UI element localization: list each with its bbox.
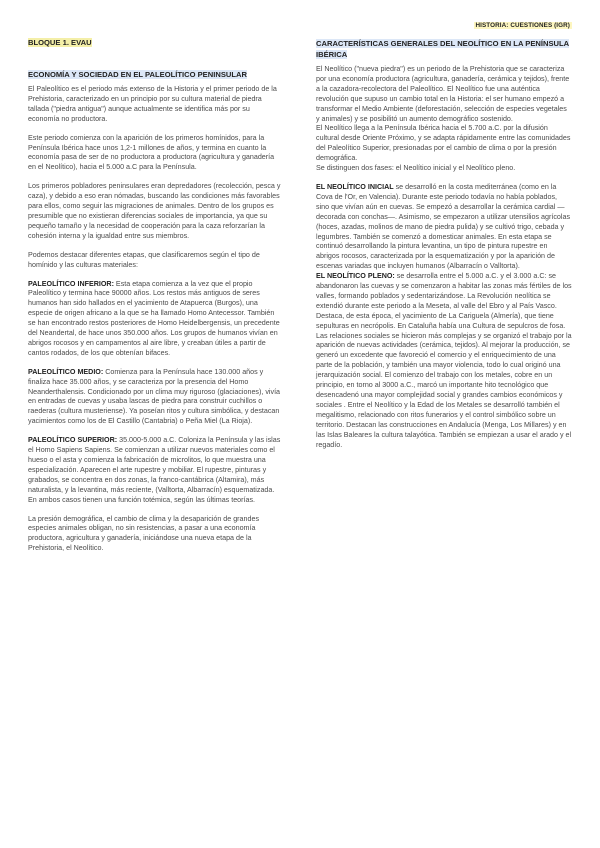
neolitico-section-title: CARACTERÍSTICAS GENERALES DEL NEOLÍTICO EN LA PENÍNSULA IBÉRICA xyxy=(316,39,570,59)
paleolitico-conclusion-paragraph: La presión demográfica, el cambio de clima y la desaparición de grandes especies animales obligan, no sin resistencias, a pasar a una economía productora, agricultura y ganadería, iniciándose una nueva etapa de la Prehistoria, el Neolítico. xyxy=(28,514,260,553)
neolitico-arrival-paragraph: El Neolítico llega a la Península Ibérica hacia el 5.700 a.C. por la difusión cultural desde Oriente Próximo, y se adapta rápidamente entre las comunidades del Paleolítico Superior, presionadas por el cambio de clima o por la presión demográfica. xyxy=(316,124,571,163)
neolitico-inicial-paragraph: EL NEOLÍTICO INICIAL se desarrolló en la costa mediterránea (como en la Cova de l'Or, en Valencia). Durante este periodo todavía no había poblados, sino que vivían aún en cuevas. Se empezó a desarrollar la cerámica cardial —decorada con conchas—. Asimismo, se empezaron a utilizar utensilios agrícolas (hoces, azadas, molinos de mano de piedra pulida) y se cultivó trigo, cebada y legumbres. También se comenzó a domesticar animales. En esta etapa se continuó desarrollando la pintura levantina, un tipo de pintura rupestre en abrigos rocosos, caracterizada por la esquematización y por la aparición de escenas variadas que incluyen humanos (Albarracín o Valltorta). xyxy=(316,182,571,271)
paleolitico-inferior-paragraph: PALEOLÍTICO INFERIOR: Esta etapa comienza a la vez que el propio Paleolítico y termina hace 90000 años. Los restos más antiguos de seres humanos han sido hallados en el yacimiento de Atapuerca (Burgos), una especie de origen africano a la que se ha llamado Homo Antecessor. También se han encontrado restos posteriores de Homo Heidelbergensis, un precedente del Neandertal, de hace unos 350.000 años. Los grupos de humanos vivían en abrigos rocosos y en campamentos al aire libre, y creaban útiles a partir de cantos rodados, de los que obtenían bifaces. xyxy=(28,279,280,357)
paleolitico-superior-label: PALEOLÍTICO SUPERIOR: xyxy=(28,436,118,445)
paleolitico-stages-intro: Podemos destacar diferentes etapas, que clasificaremos según el tipo de homínido y las culturas materiales: xyxy=(28,250,260,269)
paleolitico-intro-paragraph: El Paleolítico es el periodo más extenso de la Historia y el primer periodo de la Prehistoria, caracterizado en un principio por su cultura material de piedra tallada ("piedra antigua") aunque actualmente se identifica más por su economía no productora. xyxy=(28,85,277,123)
paleolitico-medio-label: PALEOLÍTICO MEDIO: xyxy=(28,367,104,376)
neolitico-intro-paragraph: El Neolítico ("nueva piedra") es un periodo de la Prehistoria que se caracteriza por una economía productora (agricultura, ganadería, cerámica y tejidos), frente a la cazadora-recolectora del Paleolítico. El Neolítico fue una auténtica revolución que supuso un cambio total en la Historia: el ser humano empezó a transformar el Medio Ambiente (deforestación, selección de especies vegetales y animales) y se posibilitó un aumento demográfico sostenido. xyxy=(316,65,570,123)
paleolitico-chronology-paragraph: Este periodo comienza con la aparición de los primeros homínidos, para la Península Ibérica hace unos 1,2-1 millones de años, y termina en cuanto la economía pasa de ser de no productora a productora (agricultura y ganadería en el Neolítico), hacia el 5.000 a.C para la Península. xyxy=(28,133,275,172)
neolitico-pleno-label: EL NEOLÍTICO PLENO: xyxy=(316,272,395,281)
paleolitico-medio-paragraph: PALEOLÍTICO MEDIO: Comienza para la Península hace 130.000 años y finaliza hace 35.000 años, y se caracteriza por la presencia del Homo Neanderthalensis. Condicionado por un clima muy riguroso (glaciaciones), vivía en entradas de cuevas y usaba lascas de piedra para construir cuchillos o raederas (cultura musteriense). Ya poseían ritos y cultura simbólica, y destacan yacimientos como los de El Castillo (Cantabria) o Peña Miel (La Rioja). xyxy=(28,367,281,426)
paleolitico-superior-paragraph: PALEOLÍTICO SUPERIOR: 35.000-5.000 a.C. Coloniza la Península y las islas el Homo Sapiens Sapiens. Se comienzan a utilizar nuevos materiales como el hueso o el asta y comienza la fabricación de microlitos, lo que muestra una especialización. Aparecen el arte rupestre y mobiliar. El rupestre, pinturas y grabados, se concentra en dos zonas, la franco-cantábrica (Altamira), más naturalista, y la levantina, más reciente, (Valltorta, Albarracín) esquematizada. En ambos casos tienen una función totémica, según las últimas teorías. xyxy=(28,436,281,504)
paleolitico-society-paragraph: Los primeros pobladores peninsulares eran depredadores (recolección, pesca y caza), y debido a eso eran nómadas, buscando las condiciones más favorables para ellos, como seguir las migraciones de animales. Dentro de los grupos es presumible que no existieran diferencias sociales de importancia, ya que su pequeño tamaño y la necesidad de cooperación para la caza reforzarían la cohesión interna y la igualdad entre sus miembros. xyxy=(28,182,281,240)
neolitico-phases-paragraph: Se distinguen dos fases: el Neolítico inicial y el Neolítico pleno. xyxy=(316,164,516,173)
left-column xyxy=(28,38,282,563)
paleolitico-inferior-label: PALEOLÍTICO INFERIOR: xyxy=(28,279,114,288)
right-column xyxy=(316,38,572,459)
paleolitico-section-title: ECONOMÍA Y SOCIEDAD EN EL PALEOLÍTICO PENINSULAR xyxy=(28,70,247,79)
document-header-label: HISTORIA: CUESTIONES (IGR) xyxy=(475,22,570,29)
bloque-heading: BLOQUE 1. EVAU xyxy=(28,38,92,47)
neolitico-pleno-paragraph: EL NEOLÍTICO PLENO: se desarrolla entre el 5.000 a.C. y el 3.000 a.C: se abandonaron las cuevas y se comenzaron a habitar las zonas más fértiles de los valles, formando poblados y sedentarizándose. La Revolución neolítica se extendió durante este periodo a la Meseta, al valle del Ebro y al País Vasco. Destaca, de esta época, el yacimiento de La Cariguela (Almería), que tiene sepulturas en necrópolis. En Cataluña había una Cultura de sepulcros de fosa. Las relaciones sociales se hicieron más complejas y se organizó el trabajo por la aparición de nuevas actividades (cerámica, tejidos). Al mejorar la producción, se generó un excedente que favoreció el comercio y el enriquecimiento de una parte de la población, y también una mayor violencia, todo lo cual originó una jerarquización social. El comienzo del trabajo con los metales, cobre en un principio, en torno al 3000 a.C., marcó un importante hito tecnológico que desencadenó una mayor complejidad social y grandes cambios económicos y sociales . Entre el Neolítico y la Edad de los Metales se desarrolló también el megalitismo, relacionado con ritos funerarios y el control simbólico sobre un territorio. Destacan las construcciones en Andalucía (Menga, Los Millares) y en las Islas Baleares la cultura talayótica. También se empiezan a usar el arado y el regadío. xyxy=(316,272,572,449)
neolitico-inicial-label: EL NEOLÍTICO INICIAL xyxy=(316,182,394,191)
